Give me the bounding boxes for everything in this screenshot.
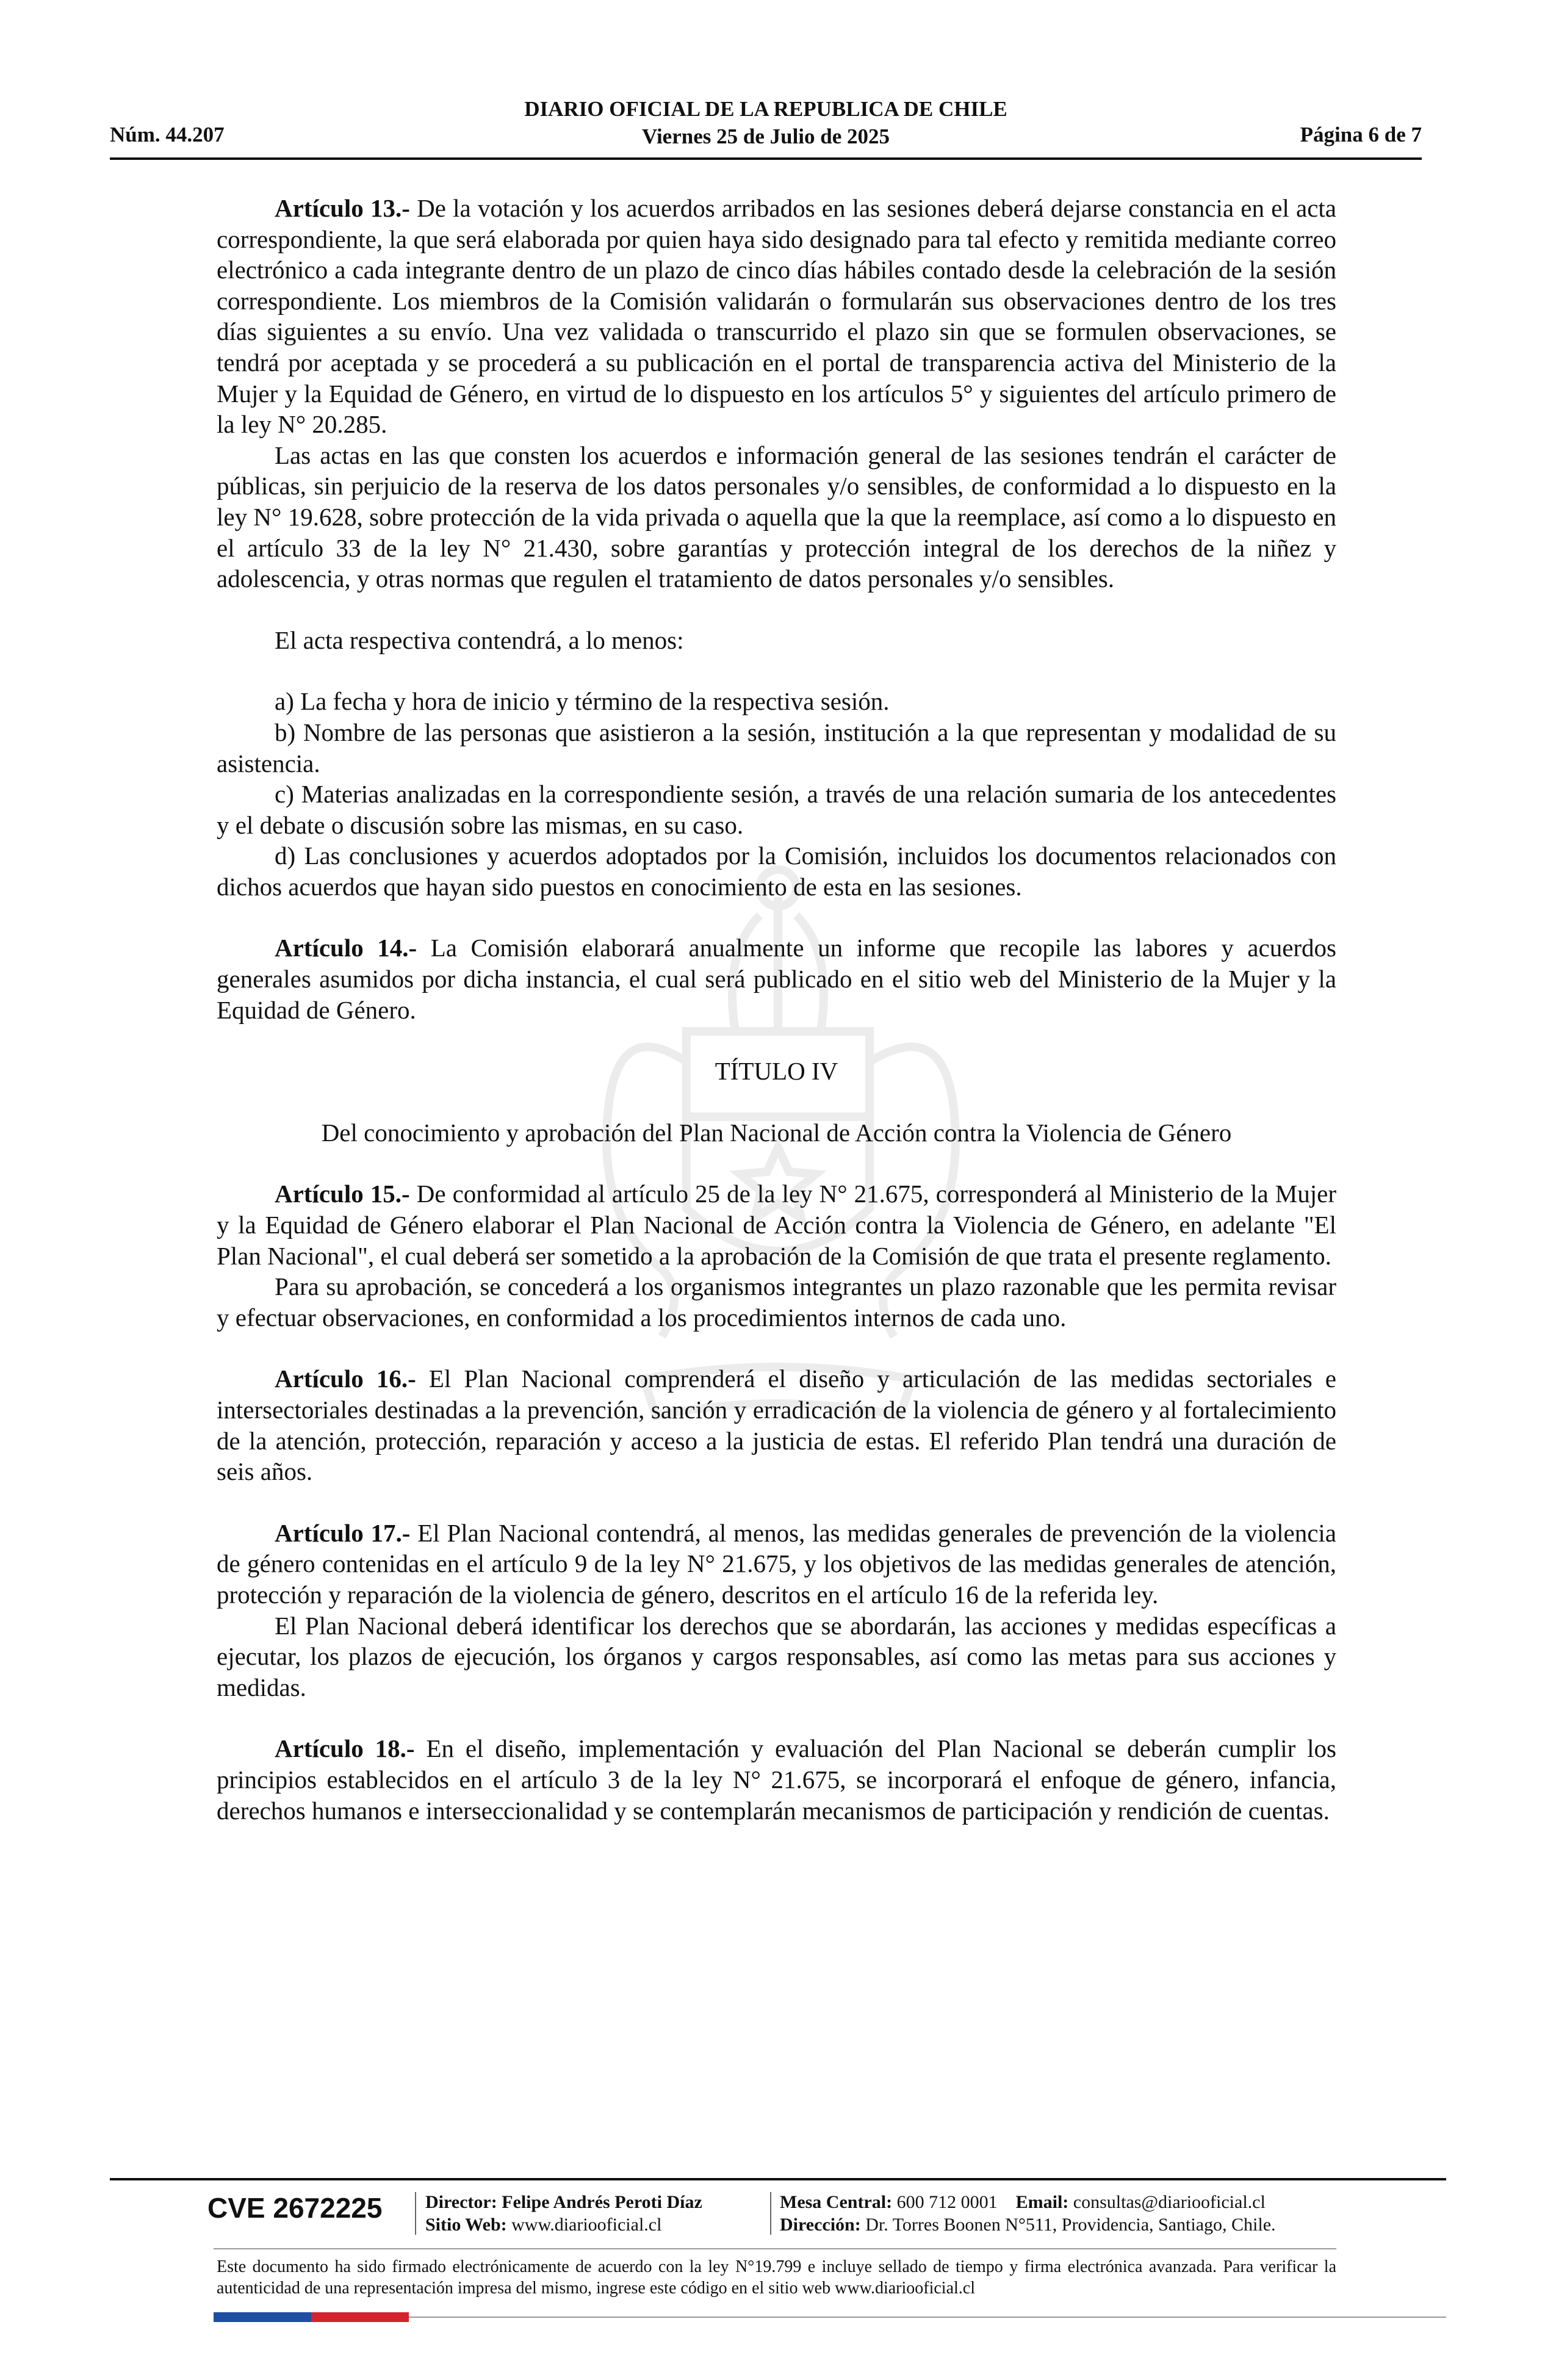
mesa-value: 600 712 0001 [896, 2192, 998, 2212]
footer-inner-divider [214, 2248, 1336, 2249]
article-15-paragraph-2: Para su aprobación, se concederá a los organismos integrantes un plazo razonable que les permita revisar y efectuar observaciones, en conformidad a los procedimientos internos de cada uno. [217, 1272, 1336, 1332]
footer-bottom-rule [409, 2317, 1446, 2318]
article-14-label: Artículo 14.- [275, 934, 417, 962]
article-16-text-1: El Plan Nacional comprenderá el diseño y articulación de las medidas sectoriales e intersectoriales destinadas a la prevención, sanción y erradicación de la violencia de género y al fortalecimiento de la atención, protección, reparación y acceso a la justicia de estas. El referido Plan tendrá una duración de seis años. [217, 1365, 1336, 1486]
article-13-item-d: d) Las conclusiones y acuerdos adoptados por la Comisión, incluidos los documentos relacionados con dichos acuerdos que hayan sido puestos en conocimiento de esta en las sesiones. [217, 842, 1336, 901]
article-15-label: Artículo 15.- [275, 1180, 410, 1208]
article-13-paragraph-2: Las actas en las que consten los acuerdos e información general de las sesiones tendrán el carácter de públicas, sin perjuicio de la reserva de los datos personales y/o sensibles, de conformidad a lo dispuesto en la ley N° 19.628, sobre protección de la vida privada o aquella que la que la reemplace, así como a lo dispuesto en el artículo 33 de la ley N° 21.430, sobre garantías y protección integral de los derechos de la niñez y adolescencia, y otras normas que regulen el tratamiento de datos personales y/o sensibles. [217, 441, 1336, 593]
article-16-paragraph-1 [217, 1363, 1336, 1487]
article-16-label: Artículo 16.- [275, 1365, 416, 1393]
article-17-paragraph-2: El Plan Nacional deberá identificar los derechos que se abordarán, las acciones y medidas específicas a ejecutar, los plazos de ejecución, los órganos y cargos responsables, así como las metas para sus acciones y medidas. [217, 1611, 1336, 1701]
article-18-text-1: En el diseño, implementación y evaluación del Plan Nacional se deberán cumplir los principios establecidos en el artículo 3 de la ley N° 21.675, se incorporará el enfoque de género, infancia, derechos humanos e interseccionalidad y se contemplarán mecanismos de participación y rendición de cuentas. [217, 1734, 1336, 1825]
article-13-item-c: c) Materias analizadas en la correspondiente sesión, a través de una relación sumaria de los antecedentes y el debate o discusión sobre las mismas, en su caso. [217, 780, 1336, 839]
article-17-text-1: El Plan Nacional contendrá, al menos, las medidas generales de prevención de la violencia de género contenidas en el artículo 9 de la ley N° 21.675, y los objetivos de las medidas generales de atención, protección y reparación de la violencia de género, descritos en el artículo 16 de la referida ley. [217, 1518, 1336, 1609]
cve-code: CVE 2672225 [207, 2192, 383, 2224]
section-subtitle: Del conocimiento y aprobación del Plan Nacional de Acción contra la Violencia de Género [321, 1118, 1232, 1147]
flag-blue-segment [214, 2312, 311, 2322]
header-center [110, 95, 1422, 150]
article-13-item-b: b) Nombre de las personas que asistieron a la sesión, institución a la que representan y modalidad de su asistencia. [217, 718, 1336, 777]
article-14-paragraph-1 [217, 932, 1336, 1025]
article-13-text-1: De la votación y los acuerdos arribados en las sesiones deberá dejarse constancia en el acta correspondiente, la que será elaborada por quien haya sido designado para tal efecto y remitida mediante correo electrónico a cada integrante dentro de un plazo de cinco días hábiles contado desde la celebración de la sesión correspondiente. Los miembros de la Comisión validarán o formularán sus observaciones dentro de los tres días siguientes a su envío. Una vez validada o transcurrido el plazo sin que se formulen observaciones, se tendrá por aceptada y se procederá a su publicación en el portal de transparencia activa del Ministerio de la Mujer y la Equidad de Género, en virtud de lo dispuesto en los artículos 5° y siguientes del artículo primero de la ley N° 20.285. [217, 194, 1336, 439]
newspaper-title: DIARIO OFICIAL DE LA REPUBLICA DE CHILE [524, 97, 1007, 121]
email-label: Email: [1015, 2192, 1069, 2212]
article-13-item-a: a) La fecha y hora de inicio y término de la respectiva sesión. [275, 687, 890, 716]
footer-separator [770, 2192, 771, 2235]
article-18-label: Artículo 18.- [275, 1734, 415, 1763]
article-17-paragraph-1 [217, 1518, 1336, 1610]
address-value: Dr. Torres Boonen N°511, Providencia, Santiago, Chile. [865, 2215, 1276, 2235]
mesa-label: Mesa Central: [780, 2192, 893, 2212]
article-13-label: Artículo 13.- [275, 194, 410, 222]
article-18-paragraph-1 [217, 1733, 1336, 1826]
flag-stripe [214, 2312, 409, 2322]
footer-director-block [425, 2191, 702, 2236]
article-15-paragraph-1 [217, 1178, 1336, 1271]
article-17-label: Artículo 17.- [275, 1518, 411, 1547]
flag-red-segment [311, 2312, 409, 2322]
page-number: Página 6 de 7 [1300, 123, 1422, 146]
page-header [110, 92, 1422, 160]
article-15-text-1: De conformidad al artículo 25 de la ley N° 21.675, corresponderá al Ministerio de la Mujer y la Equidad de Género elaborar el Plan Nacional de Acción contra la Violencia de Género, en adelante "El Plan Nacional", el cual deberá ser sometido a la aprobación de la Comisión de que trata el presente reglamento. [217, 1180, 1337, 1270]
issue-number: Núm. 44.207 [110, 123, 225, 146]
director-label: Director: [425, 2192, 497, 2212]
email-link[interactable]: consultas@diariooficial.cl [1073, 2192, 1266, 2212]
article-13-paragraph-1 [217, 193, 1336, 440]
legal-notice: Este documento ha sido firmado electrónicamente de acuerdo con la ley N°19.799 e incluye sellado de tiempo y firma electrónica avanzada. Para verificar la autenticidad de una representación impresa del mismo, ingrese este código en el sitio web www.diariooficial.cl [217, 2257, 1336, 2298]
footer-divider [110, 2178, 1446, 2180]
section-title: TÍTULO IV [715, 1057, 838, 1086]
address-label: Dirección: [780, 2215, 861, 2235]
footer-contact-block [780, 2191, 1276, 2236]
article-14-text-1: La Comisión elaborará anualmente un informe que recopile las labores y acuerdos generales asumidos por dicha instancia, el cual será publicado en el sitio web del Ministerio de la Mujer y la Equidad de Género. [217, 934, 1336, 1024]
article-13-paragraph-3: El acta respectiva contendrá, a lo menos: [275, 626, 684, 654]
issue-date: Viernes 25 de Julio de 2025 [641, 124, 890, 148]
website-label: Sitio Web: [425, 2215, 507, 2235]
director-name: Felipe Andrés Peroti Díaz [502, 2192, 702, 2212]
document-body [217, 193, 1336, 1826]
website-link[interactable]: www.diariooficial.cl [511, 2215, 662, 2235]
footer-separator [415, 2192, 416, 2235]
